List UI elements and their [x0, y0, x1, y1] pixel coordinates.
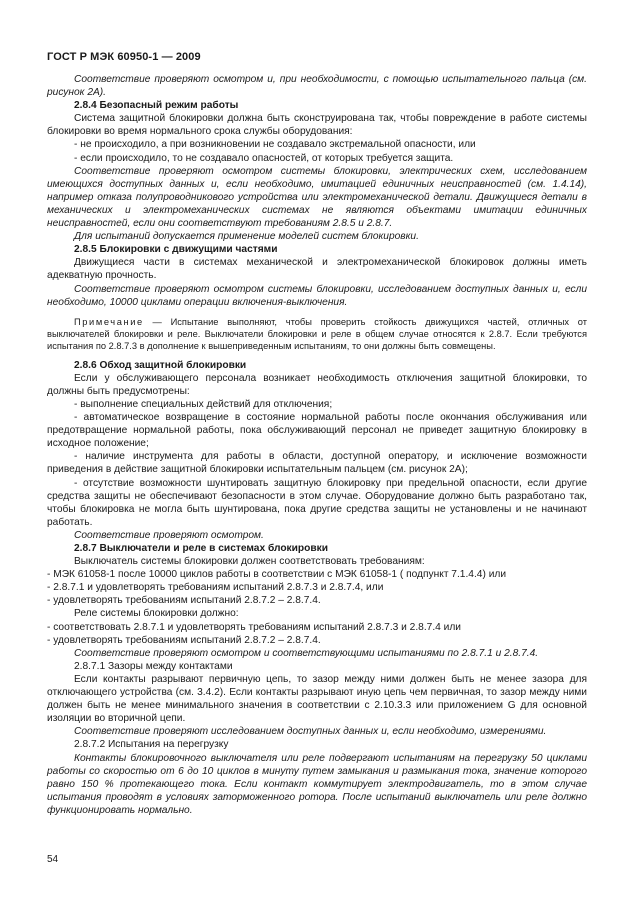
note-label: Примечание [74, 316, 144, 327]
section-heading: 2.8.6 Обход защитной блокировки [74, 359, 247, 371]
paragraph: Соответствие проверяют осмотром и соответствующими испытаниями по 2.8.7.1 и 2.8.7.4. [74, 647, 539, 659]
paragraph: Соответствие проверяют осмотром. [74, 529, 264, 541]
list-item: - автоматическое возвращение в состояние нормальной работы после окончания обслуживания или предотвращение нормальной работы, пока обслуживающий персонал не приведет защитную блокировку в исходное положение; [47, 412, 587, 450]
list-item: - отсутствие возможности шунтировать защитную блокировку при предельной опасности, если другие средства защиты не обеспечивают безопасности в этом случае. Оборудование должно быть разработано так, чтобы блокировка не могла быть шунтирована, пока другие средства защиты не установлены и не начинают работать. [47, 477, 587, 528]
list-item: - МЭК 61058-1 после 10000 циклов работы в соответствии с МЭК 61058-1 ( подпункт 7.1.4.4) или [47, 569, 507, 581]
paragraph: Соответствие проверяют осмотром системы блокировки, исследованием доступных данных и, если необходимо, 10000 циклами операции включения-выключения. [47, 283, 587, 308]
section-heading: 2.8.7 Выключатели и реле в системах блокировки [74, 543, 328, 554]
paragraph: Движущиеся части в системах механической и электромеханической блокировок должны иметь адекватную прочность. [47, 257, 587, 282]
note [47, 316, 587, 352]
document-body [47, 73, 587, 817]
paragraph: Для испытаний допускается применение моделей систем блокировки. [74, 231, 419, 243]
section-heading: 2.8.5 Блокировки с движущими частями [74, 244, 278, 256]
paragraph: Если контакты разрывают первичную цепь, то зазор между ними должен быть не менее зазора для отключающего устройства (см. 3.4.2). Если контакты разрывают иную цепь чем первичная, то зазор между ними должен быть не менее минимального значения в соответствии с 2.10.3.3 или приложением G для основной изоляции во вторичной цепи. [47, 673, 587, 725]
paragraph: Если у обслуживающего персонала возникает необходимость отключения защитной блокировки, то должны быть предусмотрены: [47, 372, 587, 397]
subsection-heading: 2.8.7.2 Испытания на перегрузку [74, 739, 229, 751]
note-text: Испытание выполняют, чтобы проверить стойкость движущихся частей, отличных от выключателей блокировки и реле. Выключатели блокировки и реле в общем случае относятся к 2.8.7. Если требуются испытания по 2.8.7.3 в дополнение к вышеприведенным испытаниям, то они должны быть совмещены. [47, 316, 587, 351]
list-item: - не происходило, а при возникновении не создавало экстремальной опасности, или [74, 139, 476, 151]
paragraph: Система защитной блокировки должна быть сконструирована так, чтобы повреждение в работе системы блокировки во время нормального срока службы оборудования: [47, 113, 587, 138]
list-item: - удовлетворять требованиям испытаний 2.8.7.2 – 2.8.7.4. [47, 595, 321, 607]
paragraph: Соответствие проверяют осмотром системы блокировки, электрических схем, исследованием имеющихся доступных данных и, если необходимо, имитацией единичных неисправностей (см. 1.4.14), например отказа полупроводникового устройства или электромеханической детали. Движущиеся детали в механических и электромеханических системах не являются объектами имитации единичных неисправностей, если они соответствуют требованиям 2.8.5 и 2.8.7. [47, 165, 587, 230]
note-separator: — [143, 316, 171, 327]
paragraph: Соответствие проверяют осмотром и, при необходимости, с помощью испытательного пальца (см. рисунок 2А). [47, 74, 587, 99]
section-heading: 2.8.4 Безопасный режим работы [74, 100, 239, 112]
page-number: 54 [47, 854, 59, 865]
list-item: - выполнение специальных действий для отключения; [74, 398, 333, 410]
paragraph: Реле системы блокировки должно: [74, 608, 239, 620]
list-item: - если происходило, то не создавало опасностей, от которых требуется защита. [74, 152, 454, 164]
subsection-heading: 2.8.7.1 Зазоры между контактами [74, 660, 233, 672]
page-header: ГОСТ Р МЭК 60950-1 — 2009 [47, 51, 201, 63]
list-item: - 2.8.7.1 и удовлетворять требованиям испытаний 2.8.7.3 и 2.8.7.4, или [47, 582, 384, 594]
list-item: - соответствовать 2.8.7.1 и удовлетворять требованиям испытаний 2.8.7.3 и 2.8.7.4 или [47, 621, 461, 633]
paragraph: Соответствие проверяют исследованием доступных данных и, если необходимо, измерениями. [74, 726, 547, 738]
list-item: - наличие инструмента для работы в области, доступной оператору, и исключение возможности приведения в действие защитной блокировки испытательным пальцем (см. рисунок 2А); [47, 451, 587, 476]
list-item: - удовлетворять требованиям испытаний 2.8.7.2 – 2.8.7.4. [47, 634, 321, 646]
paragraph: Выключатель системы блокировки должен соответствовать требованиям: [74, 556, 425, 568]
paragraph: Контакты блокировочного выключателя или реле подвергают испытаниям на перегрузку 50 циклами работы со скоростью от 6 до 10 циклов в минуту путем замыкания и размыкания тока, значение которого равно 150 % протекающего тока. Если контакт коммутирует электродвигатель, то в этом случае испытания проводят в условиях заторможенного ротора. После испытаний выключатель или реле должно функционировать нормально. [47, 752, 587, 816]
